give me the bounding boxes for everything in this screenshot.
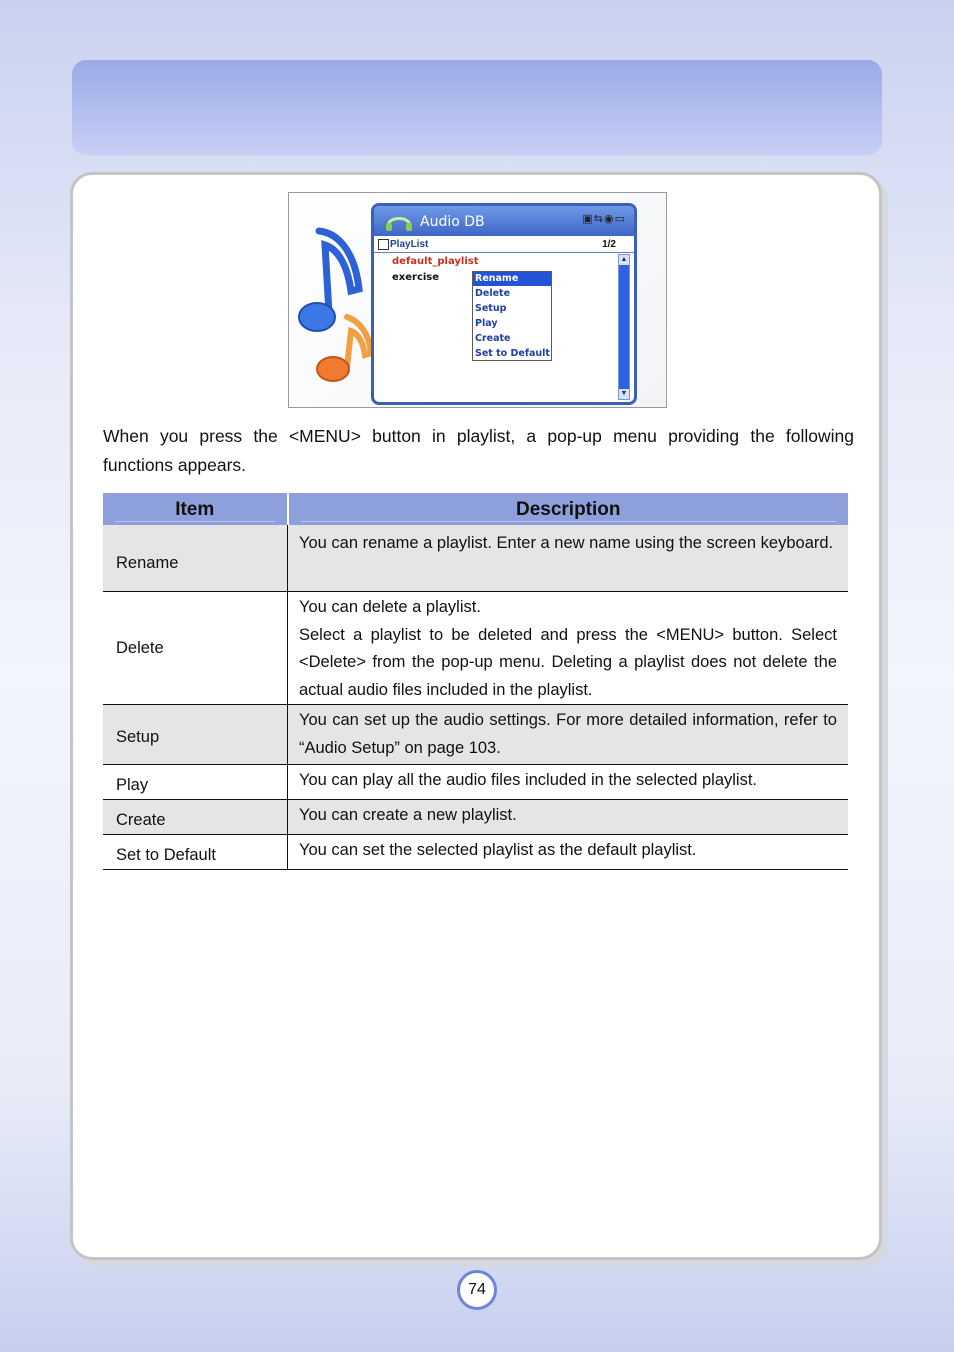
row-item: Setup: [103, 705, 288, 765]
scrollbar[interactable]: [618, 254, 630, 400]
popup-item-create[interactable]: Create: [473, 332, 551, 347]
header-description: Description: [288, 493, 849, 525]
intro-paragraph: [103, 422, 854, 480]
row-description: You can rename a playlist. Enter a new name using the screen keyboard.: [288, 525, 849, 592]
list-icon: [378, 239, 389, 250]
table-row: [103, 835, 848, 870]
row-item: Create: [103, 800, 288, 835]
popup-item-rename[interactable]: Rename: [473, 272, 551, 287]
table-row: [103, 525, 848, 592]
status-icons: ▣⇆◉▭: [582, 213, 626, 225]
row-item: Play: [103, 765, 288, 800]
header-banner: [72, 60, 882, 155]
device-window: [371, 203, 637, 405]
scroll-up-icon[interactable]: ▲: [620, 256, 628, 263]
playlist-label: PlayList: [390, 239, 429, 250]
page-indicator: 1/2: [602, 239, 616, 250]
row-item: Set to Default: [103, 835, 288, 870]
row-description: You can set the selected playlist as the default playlist.: [288, 835, 849, 870]
playlist-item[interactable]: exercise: [392, 272, 440, 283]
popup-item-setup[interactable]: Setup: [473, 302, 551, 317]
row-item: Rename: [103, 525, 288, 592]
row-item: Delete: [103, 592, 288, 705]
row-description-line: Select a playlist to be deleted and press the <MENU> button. Select <Delete> from the pop-up menu. Deleting a playlist does not delete the actual audio files included in the playlist.: [299, 625, 837, 699]
intro-line-1: When you press the <MENU> button in playlist, a pop-up menu providing the following: [103, 426, 854, 446]
row-description-line: You can delete a playlist.: [299, 598, 481, 616]
row-description: You can play all the audio files included in the selected playlist.: [288, 765, 849, 800]
table-header-row: [103, 493, 848, 525]
popup-item-play[interactable]: Play: [473, 317, 551, 332]
device-titlebar: [374, 206, 634, 236]
row-description: You can create a new playlist.: [288, 800, 849, 835]
headphones-icon: [384, 210, 414, 232]
table-row: [103, 765, 848, 800]
header-item: Item: [103, 493, 288, 525]
intro-line-2: functions appears.: [103, 455, 247, 475]
device-app-title: Audio DB: [420, 214, 485, 230]
table-row: [103, 705, 848, 765]
row-description: You can set up the audio settings. For more detailed information, refer to “Audio Setup” on page 103.: [288, 705, 849, 765]
row-description: [288, 592, 849, 705]
page-number: 74: [457, 1270, 497, 1310]
scroll-down-icon[interactable]: ▼: [620, 390, 628, 397]
table-row: [103, 800, 848, 835]
table-row: [103, 592, 848, 705]
playlist-header: [374, 236, 634, 253]
functions-table: [103, 493, 848, 870]
popup-item-set-default[interactable]: Set to Default: [473, 347, 551, 362]
popup-item-delete[interactable]: Delete: [473, 287, 551, 302]
device-screenshot: [288, 192, 667, 408]
popup-menu: [472, 271, 552, 361]
playlist-item-selected[interactable]: default_playlist: [392, 256, 479, 267]
